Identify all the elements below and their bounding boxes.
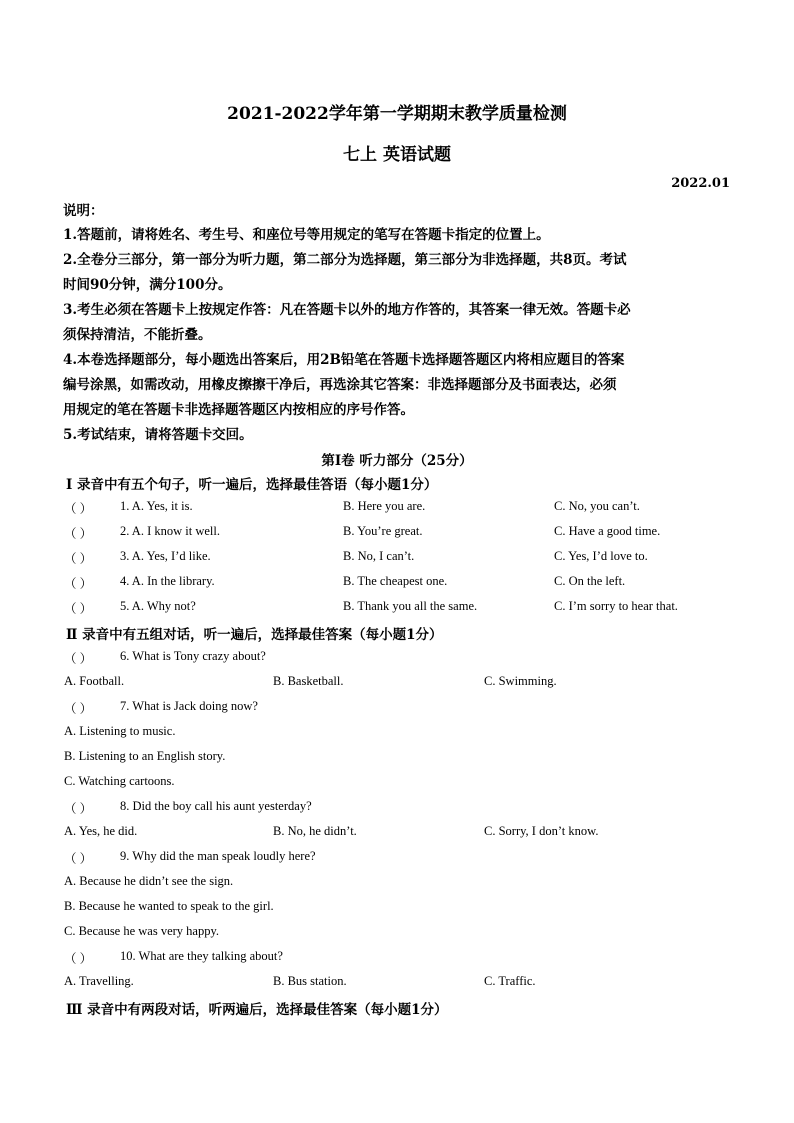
question-stem: 7. What is Jack doing now? xyxy=(120,699,258,713)
option-c: C. I’m sorry to hear that. xyxy=(554,599,678,613)
instruction-line: 2.全卷分三部分，第一部分为听力题，第二部分为选择题，第三部分为非选择题，共8页。考试 xyxy=(63,252,627,268)
option-c: C. Yes, I’d love to. xyxy=(554,549,648,563)
instruction-line: 用规定的笔在答题卡非选择题答题区内按相应的序号作答。 xyxy=(63,402,414,418)
option-b: B. Basketball. xyxy=(273,674,344,688)
option-b: B. You’re great. xyxy=(343,524,423,538)
option-c: C. On the left. xyxy=(554,574,626,588)
option-b: B. Here you are. xyxy=(343,499,426,513)
part-heading: 第Ⅰ卷 听力部分（25分） xyxy=(321,453,473,469)
option-c: C. Have a good time. xyxy=(554,524,661,538)
option-b: B. No, he didn’t. xyxy=(273,824,357,838)
answer-paren: （ ） xyxy=(64,527,93,541)
option-c: C. No, you can’t. xyxy=(554,499,640,513)
instruction-line: 5.考试结束，请将答题卡交回。 xyxy=(63,427,253,443)
question-stem: 2. A. I know it well. xyxy=(120,524,220,538)
instruction-line: 编号涂黑，如需改动，用橡皮擦擦干净后，再选涂其它答案：非选择题部分及书面表达，必须 xyxy=(63,377,617,393)
option-c: C. Traffic. xyxy=(484,974,536,988)
instructions-label: 说明： xyxy=(63,203,104,219)
option-b: B. No, I can’t. xyxy=(343,549,415,563)
option-a: A. Yes, he did. xyxy=(64,824,138,838)
option-a: A. Listening to music. xyxy=(64,724,176,738)
answer-paren: （ ） xyxy=(64,602,93,616)
question-stem: 5. A. Why not? xyxy=(120,599,196,613)
instruction-line: 3.考生必须在答题卡上按规定作答：凡在答题卡以外的地方作答的，其答案一律无效。答题卡必 xyxy=(63,302,631,318)
option-a: A. Football. xyxy=(64,674,125,688)
answer-paren: （ ） xyxy=(64,502,93,516)
option-c: C. Sorry, I don’t know. xyxy=(484,824,599,838)
exam-title: 2021-2022学年第一学期期末教学质量检测 xyxy=(227,104,567,124)
option-b: B. The cheapest one. xyxy=(343,574,448,588)
option-b: B. Listening to an English story. xyxy=(64,749,226,763)
question-stem: 1. A. Yes, it is. xyxy=(120,499,193,513)
section-heading: Ⅰ 录音中有五个句子，听一遍后，选择最佳答语（每小题1分） xyxy=(66,477,438,493)
answer-paren: （ ） xyxy=(64,652,93,666)
answer-paren: （ ） xyxy=(64,577,93,591)
instruction-line: 须保持清洁，不能折叠。 xyxy=(63,327,212,343)
instruction-line: 4.本卷选择题部分，每小题选出答案后，用2B铅笔在答题卡选择题答题区内将相应题目的答案 xyxy=(63,352,625,368)
answer-paren: （ ） xyxy=(64,802,93,816)
option-c: C. Watching cartoons. xyxy=(64,774,175,788)
question-stem: 8. Did the boy call his aunt yesterday? xyxy=(120,799,312,813)
option-a: A. Because he didn’t see the sign. xyxy=(64,874,234,888)
instruction-line: 时间90分钟，满分100分。 xyxy=(63,277,232,293)
option-b: B. Because he wanted to speak to the girl. xyxy=(64,899,274,913)
answer-paren: （ ） xyxy=(64,702,93,716)
exam-subtitle: 七上 英语试题 xyxy=(343,145,451,165)
question-stem: 4. A. In the library. xyxy=(120,574,215,588)
option-b: B. Thank you all the same. xyxy=(343,599,478,613)
question-stem: 9. Why did the man speak loudly here? xyxy=(120,849,316,863)
question-stem: 3. A. Yes, I’d like. xyxy=(120,549,211,563)
option-a: A. Travelling. xyxy=(64,974,134,988)
section-heading: Ⅱ 录音中有五组对话，听一遍后，选择最佳答案（每小题1分） xyxy=(66,627,443,643)
question-stem: 10. What are they talking about? xyxy=(120,949,283,963)
instruction-line: 1.答题前，请将姓名、考生号、和座位号等用规定的笔写在答题卡指定的位置上。 xyxy=(63,227,550,243)
option-b: B. Bus station. xyxy=(273,974,347,988)
answer-paren: （ ） xyxy=(64,552,93,566)
option-c: C. Swimming. xyxy=(484,674,557,688)
section-heading: Ⅲ 录音中有两段对话，听两遍后，选择最佳答案（每小题1分） xyxy=(66,1002,448,1018)
answer-paren: （ ） xyxy=(64,952,93,966)
question-stem: 6. What is Tony crazy about? xyxy=(120,649,266,663)
option-c: C. Because he was very happy. xyxy=(64,924,220,938)
exam-date: 2022.01 xyxy=(671,176,730,191)
answer-paren: （ ） xyxy=(64,852,93,866)
